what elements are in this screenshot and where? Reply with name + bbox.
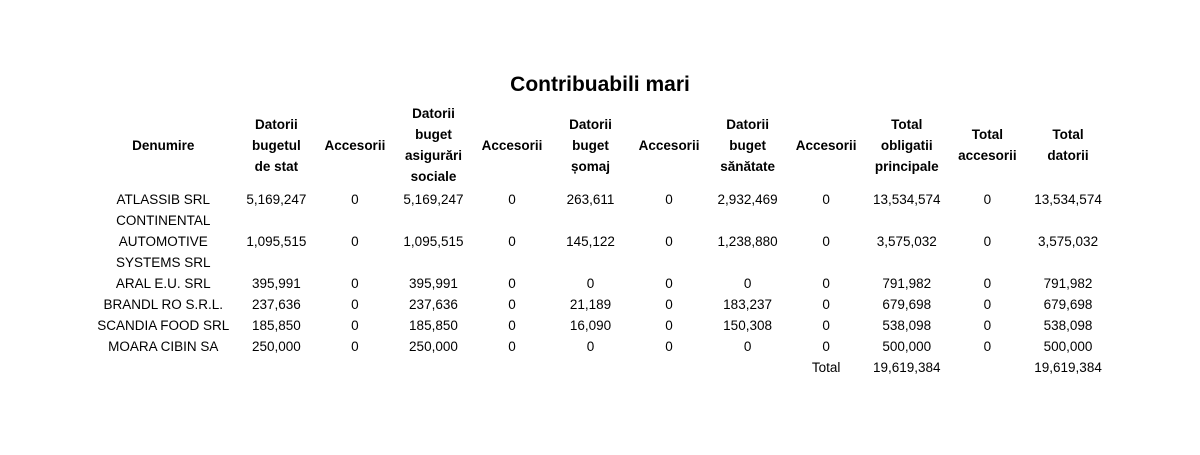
table-cell: 538,098	[882, 318, 932, 333]
table-cell: 538,098	[1043, 318, 1093, 333]
table-cell: 0	[983, 339, 992, 354]
table-cell: 679,698	[1043, 297, 1093, 312]
table-cell: 0	[508, 234, 516, 249]
header-row	[90, 103, 1110, 187]
table-cell: 0	[351, 318, 359, 333]
header-cell: Datorii buget șomaj	[569, 116, 612, 174]
table-cell: 0	[508, 192, 516, 207]
table-cell: 0	[508, 276, 516, 291]
table-cell: 0	[743, 339, 752, 354]
table-cell: 500,000	[1043, 339, 1093, 354]
table-cell: 0	[508, 297, 516, 312]
header-cell: Total obligatii principale	[874, 116, 939, 174]
table-cell: 0	[822, 276, 830, 291]
table-cell: 237,636	[409, 297, 458, 312]
table-cell: 21,189	[569, 297, 612, 312]
table-cell: 3,575,032	[1038, 234, 1099, 249]
company-name-cell: SCANDIA FOOD SRL	[97, 318, 230, 333]
table-cell: 0	[665, 318, 673, 333]
company-name-cell: ATLASSIB SRL	[116, 192, 211, 207]
table-row	[90, 294, 1110, 315]
table-cell: 0	[665, 276, 673, 291]
table-cell: 0	[665, 192, 673, 207]
table-cell: 0	[665, 339, 673, 354]
table-cell: 185,850	[251, 318, 301, 333]
table-cell: 0	[743, 276, 752, 291]
table-cell: 183,237	[723, 297, 772, 312]
company-name-cell: ARAL E.U. SRL	[115, 276, 211, 291]
table-cell: 150,308	[723, 318, 772, 333]
total-label: Total	[811, 360, 841, 375]
header-cell: Datorii bugetul de stat	[252, 116, 301, 174]
table-cell: 0	[665, 297, 673, 312]
table-cell: 16,090	[569, 318, 612, 333]
header-cell: Datorii buget asigurări sociale	[404, 106, 462, 184]
table-cell: 1,238,880	[717, 234, 778, 249]
table-row	[90, 336, 1110, 357]
table-cell: 0	[351, 276, 359, 291]
table-row	[90, 187, 1110, 210]
table-cell: 145,122	[566, 234, 615, 249]
table-cell: 263,611	[566, 192, 615, 207]
table-cell: 679,698	[882, 297, 932, 312]
table-cell: 2,932,469	[717, 192, 778, 207]
table-cell: 1,095,515	[246, 234, 307, 249]
table-cell: 0	[351, 192, 359, 207]
table-cell: 500,000	[882, 339, 932, 354]
table-cell: 185,850	[409, 318, 458, 333]
table-cell: 0	[983, 234, 992, 249]
table-cell: 0	[508, 318, 516, 333]
company-name-cell: BRANDL RO S.R.L.	[103, 297, 224, 312]
company-name-cell: MOARA CIBIN SA	[108, 339, 219, 354]
total-row	[90, 357, 1110, 378]
table-cell: 237,636	[251, 297, 301, 312]
table-cell: 0	[983, 276, 992, 291]
table-cell: 0	[822, 234, 830, 249]
table-cell: 0	[822, 339, 830, 354]
company-name-cell: CONTINENTAL AUTOMOTIVE SYSTEMS SRL	[116, 213, 211, 270]
header-cell: Datorii buget sănătate	[720, 116, 775, 174]
total-obligatii-principale: 19,619,384	[872, 360, 941, 375]
header-cell: Accesorii	[638, 137, 700, 153]
table-cell: 0	[983, 318, 992, 333]
table-cell: 0	[665, 234, 673, 249]
table-cell: 13,534,574	[1034, 192, 1102, 207]
table-cell: 0	[822, 297, 830, 312]
table-cell: 0	[586, 339, 595, 354]
table-cell: 5,169,247	[403, 192, 464, 207]
table-cell: 250,000	[409, 339, 458, 354]
table-row	[90, 210, 1110, 273]
header-cell: Accesorii	[481, 137, 543, 153]
table-cell: 13,534,574	[872, 192, 941, 207]
header-cell: Denumire	[132, 137, 195, 153]
table-cell: 0	[351, 297, 359, 312]
total-datorii: 19,619,384	[1034, 360, 1102, 375]
table-cell: 395,991	[409, 276, 458, 291]
table-row	[90, 315, 1110, 336]
contributors-table	[90, 103, 1110, 378]
table-cell: 0	[822, 192, 830, 207]
table-cell: 0	[983, 297, 992, 312]
table-cell: 0	[351, 234, 359, 249]
header-cell: Total datorii	[1047, 127, 1089, 163]
table-cell: 395,991	[251, 276, 301, 291]
table-cell: 791,982	[1043, 276, 1093, 291]
table-cell: 0	[351, 339, 359, 354]
table-cell: 0	[586, 276, 595, 291]
header-cell: Accesorii	[795, 137, 857, 153]
table-cell: 0	[508, 339, 516, 354]
table-cell: 5,169,247	[246, 192, 307, 207]
table-row	[90, 273, 1110, 294]
header-cell: Accesorii	[324, 137, 386, 153]
table-cell: 250,000	[251, 339, 301, 354]
table-cell: 1,095,515	[403, 234, 464, 249]
table-cell: 0	[983, 192, 992, 207]
table-cell: 3,575,032	[876, 234, 937, 249]
page-title: Contribuabili mari	[510, 73, 690, 96]
table-cell: 0	[822, 318, 830, 333]
header-cell: Total accesorii	[958, 127, 1017, 163]
table-cell: 791,982	[882, 276, 932, 291]
